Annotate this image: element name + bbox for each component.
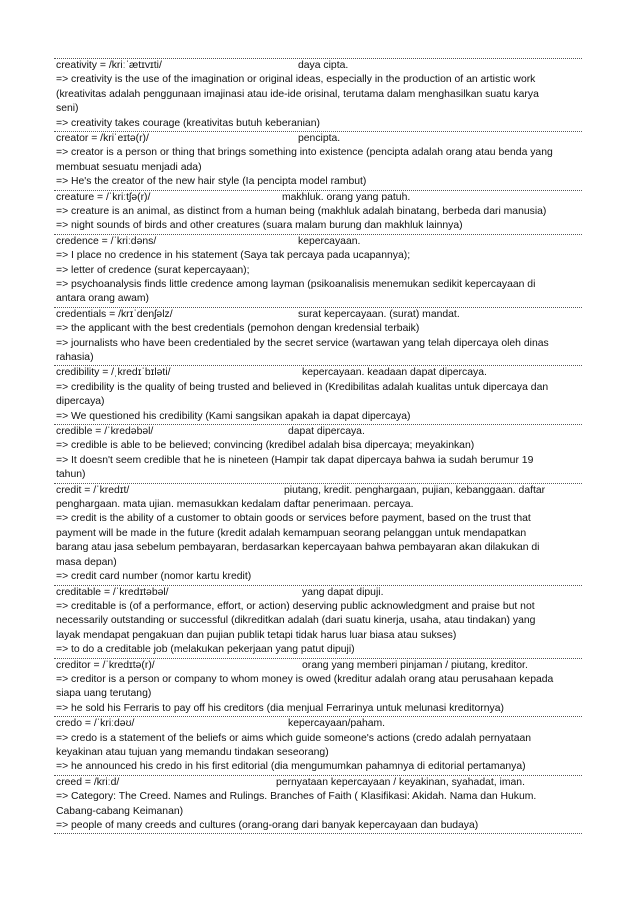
entry-line: membuat sesuatu menjadi ada) xyxy=(56,161,202,173)
entry-header xyxy=(56,59,580,73)
entry-line: => I place no credence in his statement (Saya tak percaya pada ucapannya); xyxy=(56,250,411,262)
vocab-entry xyxy=(54,365,582,424)
entry-line: => the applicant with the best credentials (pemohon dengan kredensial terbaik) xyxy=(56,323,420,335)
entry-line: => creditable is (of a performance, effort, or action) deserving public acknowledgment and praise but not xyxy=(56,600,535,612)
entry-meaning: piutang, kredit. penghargaan, pujian, kebanggaan. daftar xyxy=(284,484,546,496)
entry-line: => creditor is a person or company to whom money is owed (kreditur adalah orang atau perusahaan kepada xyxy=(56,673,554,685)
entry-header xyxy=(56,191,580,205)
entry-line: => he sold his Ferraris to pay off his creditors (dia menjual Ferrarinya untuk melunasi kreditornya) xyxy=(56,702,504,714)
entry-header xyxy=(56,484,580,498)
entry-line: tahun) xyxy=(56,469,86,481)
entry-line: => to do a creditable job (melakukan pekerjaan yang patut dipuji) xyxy=(56,644,355,656)
vocab-entry xyxy=(54,190,582,234)
entry-line: => creature is an animal, as distinct from a human being (makhluk adalah binatang, berbeda dari manusia) xyxy=(56,206,547,218)
vocab-entry xyxy=(54,131,582,190)
entry-meaning: makhluk. orang yang patuh. xyxy=(282,191,411,203)
entry-line: (kreativitas adalah penggunaan imajinasi atau ide-ide orisinal, terutama dalam menghasilkan suatu karya xyxy=(56,88,539,100)
entry-meaning: pernyataan kepercayaan / keyakinan, syahadat, iman. xyxy=(276,776,525,788)
vocabulary-document xyxy=(54,58,582,834)
entry-header xyxy=(56,586,580,600)
entry-header xyxy=(56,308,580,322)
vocab-entry xyxy=(54,775,582,835)
vocab-entry xyxy=(54,307,582,366)
entry-term: credence = /ˈkriːdəns/ xyxy=(56,235,157,247)
entry-term: creativity = /kriːˈætɪvɪti/ xyxy=(56,60,162,71)
entry-meaning: daya cipta. xyxy=(298,60,349,71)
entry-line: => letter of credence (surat kepercayaan); xyxy=(56,264,250,276)
entry-header xyxy=(56,425,580,439)
entry-line: => night sounds of birds and other creatures (suara malam burung dan makhluk lainnya) xyxy=(56,220,463,232)
entry-line: => credit is the ability of a customer to obtain goods or services before payment, based on the trust that xyxy=(56,513,531,525)
entry-header xyxy=(56,717,580,731)
entry-term: credo = /ˈkriːdəʊ/ xyxy=(56,718,135,730)
entry-header xyxy=(56,366,580,380)
vocab-entry xyxy=(54,585,582,658)
entry-term: credible = /ˈkredəbəl/ xyxy=(56,426,154,438)
entry-line: siapa uang terutang) xyxy=(56,688,152,700)
vocab-entry xyxy=(54,58,582,131)
entry-term: creature = /ˈkriːtʃə(r)/ xyxy=(56,191,151,203)
entry-meaning: yang dapat dipuji. xyxy=(302,586,384,598)
entry-line: => credit card number (nomor kartu kredit) xyxy=(56,571,252,583)
entry-line: => journalists who have been credentialed by the secret service (wartawan yang telah dipercaya oleh dinas xyxy=(56,337,549,349)
entry-meaning: pencipta. xyxy=(298,133,341,145)
entry-line: dipercaya) xyxy=(56,396,105,408)
entry-term: creditor = /ˈkredɪtə(r)/ xyxy=(56,659,155,671)
entry-line: => It doesn't seem credible that he is nineteen (Hampir tak dapat dipercaya bahwa ia sudah berumur 19 xyxy=(56,454,534,466)
entry-line: antara orang awam) xyxy=(56,293,149,305)
entry-line: payment will be made in the future (kredit adalah kemampuan seorang pelanggan untuk mendapatkan xyxy=(56,527,527,539)
entry-line: layak mendapat pengakuan dan pujian publik tetapi tidak harus luar biasa atau sukses) xyxy=(56,629,457,641)
entry-header xyxy=(56,659,580,673)
entry-line: necessarily outstanding or successful (dikreditkan adalah (dari suatu kinerja, usaha, atau tindakan) yang xyxy=(56,615,536,627)
entry-meaning: dapat dipercaya. xyxy=(288,426,365,438)
vocab-entry xyxy=(54,658,582,717)
entry-line: => credible is able to be believed; convincing (kredibel adalah bisa dipercaya; meyakinkan) xyxy=(56,440,475,452)
entry-header xyxy=(56,235,580,249)
entry-line: => Category: The Creed. Names and Rulings. Branches of Faith ( Klasifikasi: Akidah. Nama dan Hukum. xyxy=(56,791,537,803)
entry-line: Cabang-cabang Keimanan) xyxy=(56,805,184,817)
entry-meaning: orang yang memberi pinjaman / piutang, kreditor. xyxy=(302,659,528,671)
entry-header xyxy=(56,776,580,790)
entry-line: => he announced his credo in his first editorial (dia mengumumkan pahamnya di editorial pertamanya) xyxy=(56,761,526,773)
entry-line: => creativity takes courage (kreativitas butuh keberanian) xyxy=(56,117,320,129)
entry-term: creed = /kriːd/ xyxy=(56,776,120,788)
entry-term: credibility = /ˌkredɪˈbɪləti/ xyxy=(56,367,171,379)
entry-line: => credibility is the quality of being trusted and believed in (Kredibilitas adalah kualitas untuk dipercaya dan xyxy=(56,381,549,393)
entry-line: => creativity is the use of the imagination or original ideas, especially in the production of an artistic work xyxy=(56,74,536,86)
entry-line: keyakinan atau tujuan yang memandu tindakan seseorang) xyxy=(56,746,329,758)
entry-line: => people of many creeds and cultures (orang-orang dari banyak kepercayaan dan budaya) xyxy=(56,819,479,831)
entry-header xyxy=(56,132,580,146)
entry-term: creator = /kriˈeɪtə(r)/ xyxy=(56,133,149,145)
entry-line: => We questioned his credibility (Kami sangsikan apakah ia dapat dipercaya) xyxy=(56,410,411,422)
entry-line: seni) xyxy=(56,103,79,115)
entry-meaning: surat kepercayaan. (surat) mandat. xyxy=(298,308,460,320)
entry-line: => He's the creator of the new hair style (Ia pencipta model rambut) xyxy=(56,176,367,188)
entry-line: barang atau jasa sebelum pembayaran, berdasarkan kepercayaan bahwa pembayaran akan dilakukan di xyxy=(56,542,540,554)
entry-meaning: kepercayaan. keadaan dapat dipercaya. xyxy=(302,367,487,379)
vocab-entry xyxy=(54,424,582,483)
vocab-entry xyxy=(54,483,582,585)
vocab-entry xyxy=(54,716,582,775)
entry-line: masa depan) xyxy=(56,556,117,568)
entry-line: => credo is a statement of the beliefs or aims which guide someone's actions (credo adalah pernyataan xyxy=(56,732,532,744)
entry-meaning: kepercayaan. xyxy=(298,235,361,247)
entry-line: rahasia) xyxy=(56,352,94,364)
entry-line: => psychoanalysis finds little credence among layman (psikoanalisis menemukan sedikit kepercayaan di xyxy=(56,279,536,291)
entry-line: => creator is a person or thing that brings something into existence (pencipta adalah orang atau benda yang xyxy=(56,147,553,159)
entry-meaning: kepercayaan/paham. xyxy=(288,718,386,730)
vocab-entry xyxy=(54,234,582,307)
entry-term: credentials = /krɪˈdenʃəlz/ xyxy=(56,308,173,320)
entry-term: credit = /ˈkredɪt/ xyxy=(56,484,130,496)
entry-term: creditable = /ˈkredɪtəbəl/ xyxy=(56,586,169,598)
entry-line: penghargaan. mata ujian. memasukkan kedalam daftar penerimaan. percaya. xyxy=(56,499,414,511)
